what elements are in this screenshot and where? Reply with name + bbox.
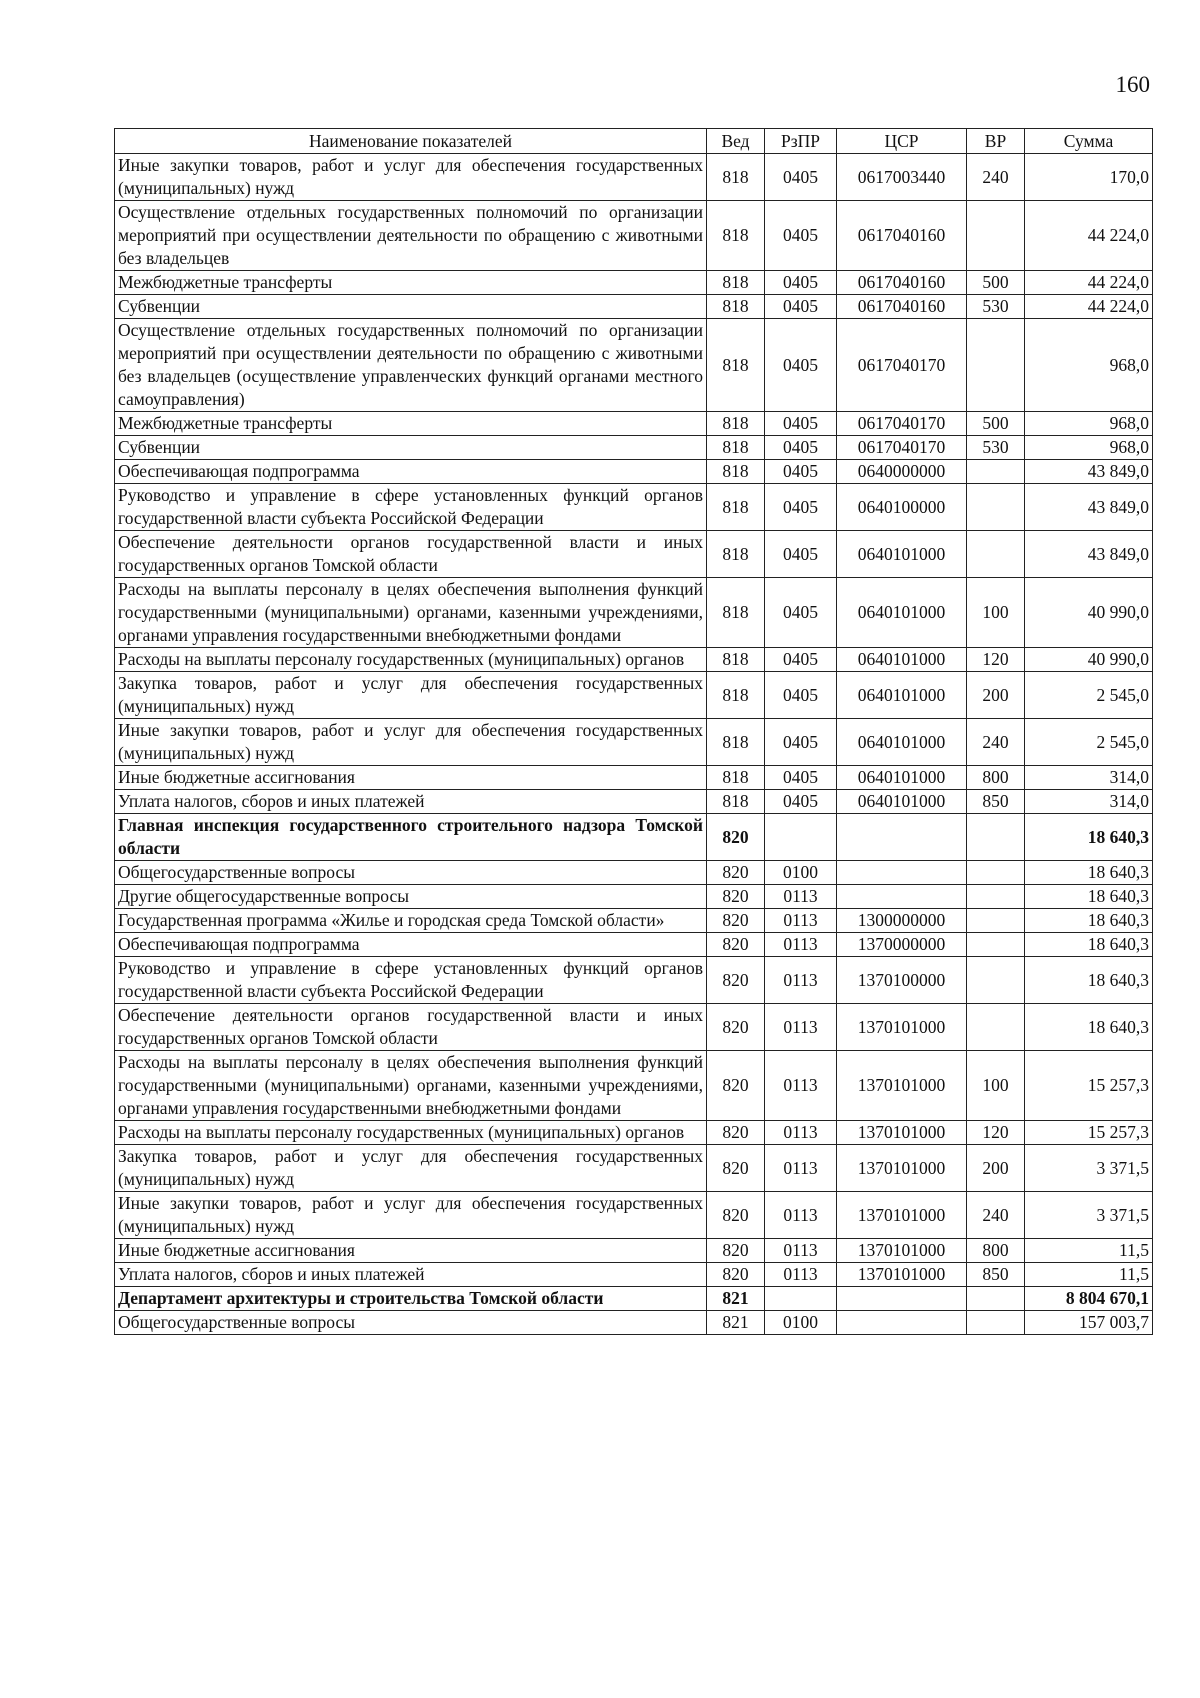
cell-rzpr: 0113 bbox=[765, 1121, 837, 1145]
cell-rzpr: 0405 bbox=[765, 719, 837, 766]
table-row bbox=[115, 201, 1153, 271]
cell-rzpr: 0405 bbox=[765, 648, 837, 672]
cell-csr: 0640101000 bbox=[837, 531, 967, 578]
table-row bbox=[115, 766, 1153, 790]
cell-sum: 968,0 bbox=[1025, 436, 1153, 460]
header-name: Наименование показателей bbox=[115, 129, 707, 154]
cell-vr bbox=[967, 1004, 1025, 1051]
table-row bbox=[115, 1004, 1153, 1051]
cell-csr: 0640100000 bbox=[837, 484, 967, 531]
cell-name: Уплата налогов, сборов и иных платежей bbox=[115, 1263, 707, 1287]
cell-ved: 820 bbox=[707, 1192, 765, 1239]
cell-csr: 0640101000 bbox=[837, 766, 967, 790]
cell-sum: 44 224,0 bbox=[1025, 295, 1153, 319]
table-row bbox=[115, 460, 1153, 484]
cell-ved: 818 bbox=[707, 672, 765, 719]
cell-vr bbox=[967, 933, 1025, 957]
cell-ved: 820 bbox=[707, 1051, 765, 1121]
cell-vr: 240 bbox=[967, 154, 1025, 201]
cell-name: Осуществление отдельных государственных полномочий по организации мероприятий при осуществлении деятельности по обращению с животными без владельцев bbox=[115, 201, 707, 271]
cell-sum: 3 371,5 bbox=[1025, 1192, 1153, 1239]
table-row bbox=[115, 319, 1153, 412]
cell-vr: 800 bbox=[967, 1239, 1025, 1263]
budget-table bbox=[114, 128, 1153, 1335]
cell-csr: 0640101000 bbox=[837, 578, 967, 648]
cell-ved: 821 bbox=[707, 1287, 765, 1311]
cell-csr: 1370101000 bbox=[837, 1004, 967, 1051]
cell-csr bbox=[837, 814, 967, 861]
table-row bbox=[115, 1192, 1153, 1239]
cell-vr bbox=[967, 861, 1025, 885]
cell-name: Обеспечивающая подпрограмма bbox=[115, 933, 707, 957]
table-row bbox=[115, 885, 1153, 909]
cell-sum: 968,0 bbox=[1025, 319, 1153, 412]
table-row bbox=[115, 648, 1153, 672]
cell-csr: 1370100000 bbox=[837, 957, 967, 1004]
cell-name: Руководство и управление в сфере установленных функций органов государственной власти субъекта Российской Федерации bbox=[115, 484, 707, 531]
cell-csr: 0617040170 bbox=[837, 436, 967, 460]
table-body bbox=[115, 154, 1153, 1335]
cell-name: Главная инспекция государственного строительного надзора Томской области bbox=[115, 814, 707, 861]
cell-ved: 820 bbox=[707, 957, 765, 1004]
cell-name: Субвенции bbox=[115, 295, 707, 319]
cell-csr: 0640101000 bbox=[837, 672, 967, 719]
cell-rzpr: 0405 bbox=[765, 766, 837, 790]
cell-rzpr: 0405 bbox=[765, 790, 837, 814]
table-row bbox=[115, 484, 1153, 531]
cell-ved: 818 bbox=[707, 412, 765, 436]
cell-rzpr: 0405 bbox=[765, 484, 837, 531]
table-row bbox=[115, 578, 1153, 648]
cell-vr bbox=[967, 957, 1025, 1004]
cell-rzpr: 0405 bbox=[765, 201, 837, 271]
cell-rzpr: 0113 bbox=[765, 1192, 837, 1239]
cell-name: Государственная программа «Жилье и городская среда Томской области» bbox=[115, 909, 707, 933]
table-row bbox=[115, 672, 1153, 719]
table-header-row bbox=[115, 129, 1153, 154]
cell-sum: 11,5 bbox=[1025, 1239, 1153, 1263]
table-row bbox=[115, 861, 1153, 885]
cell-ved: 818 bbox=[707, 201, 765, 271]
cell-name: Другие общегосударственные вопросы bbox=[115, 885, 707, 909]
cell-name: Иные закупки товаров, работ и услуг для обеспечения государственных (муниципальных) нужд bbox=[115, 719, 707, 766]
cell-ved: 820 bbox=[707, 885, 765, 909]
cell-ved: 818 bbox=[707, 319, 765, 412]
cell-name: Закупка товаров, работ и услуг для обеспечения государственных (муниципальных) нужд bbox=[115, 1145, 707, 1192]
cell-ved: 818 bbox=[707, 578, 765, 648]
cell-rzpr: 0113 bbox=[765, 885, 837, 909]
cell-vr: 240 bbox=[967, 1192, 1025, 1239]
header-ved: Вед bbox=[707, 129, 765, 154]
cell-name: Расходы на выплаты персоналу государственных (муниципальных) органов bbox=[115, 648, 707, 672]
cell-csr: 1370000000 bbox=[837, 933, 967, 957]
cell-vr: 200 bbox=[967, 1145, 1025, 1192]
cell-rzpr: 0113 bbox=[765, 1051, 837, 1121]
cell-rzpr: 0100 bbox=[765, 1311, 837, 1335]
cell-vr: 500 bbox=[967, 412, 1025, 436]
cell-name: Закупка товаров, работ и услуг для обеспечения государственных (муниципальных) нужд bbox=[115, 672, 707, 719]
cell-ved: 820 bbox=[707, 1121, 765, 1145]
table-row bbox=[115, 1239, 1153, 1263]
cell-vr: 850 bbox=[967, 790, 1025, 814]
cell-vr: 120 bbox=[967, 648, 1025, 672]
table-row bbox=[115, 1287, 1153, 1311]
cell-sum: 157 003,7 bbox=[1025, 1311, 1153, 1335]
table-row bbox=[115, 933, 1153, 957]
cell-rzpr: 0113 bbox=[765, 1239, 837, 1263]
cell-rzpr: 0405 bbox=[765, 531, 837, 578]
cell-ved: 818 bbox=[707, 436, 765, 460]
cell-name: Иные бюджетные ассигнования bbox=[115, 1239, 707, 1263]
cell-vr: 500 bbox=[967, 271, 1025, 295]
header-vr: ВР bbox=[967, 129, 1025, 154]
cell-sum: 2 545,0 bbox=[1025, 672, 1153, 719]
cell-ved: 820 bbox=[707, 1239, 765, 1263]
cell-ved: 820 bbox=[707, 814, 765, 861]
cell-sum: 18 640,3 bbox=[1025, 909, 1153, 933]
cell-vr: 120 bbox=[967, 1121, 1025, 1145]
cell-vr: 530 bbox=[967, 295, 1025, 319]
cell-csr bbox=[837, 885, 967, 909]
table-row bbox=[115, 154, 1153, 201]
cell-name: Обеспечивающая подпрограмма bbox=[115, 460, 707, 484]
cell-vr: 800 bbox=[967, 766, 1025, 790]
cell-ved: 818 bbox=[707, 766, 765, 790]
cell-vr bbox=[967, 1287, 1025, 1311]
cell-csr: 0640000000 bbox=[837, 460, 967, 484]
cell-name: Иные закупки товаров, работ и услуг для обеспечения государственных (муниципальных) нужд bbox=[115, 1192, 707, 1239]
cell-rzpr: 0405 bbox=[765, 271, 837, 295]
cell-name: Обеспечение деятельности органов государственной власти и иных государственных органов Томской области bbox=[115, 531, 707, 578]
cell-ved: 820 bbox=[707, 933, 765, 957]
table-row bbox=[115, 1121, 1153, 1145]
cell-rzpr: 0405 bbox=[765, 460, 837, 484]
cell-rzpr: 0405 bbox=[765, 319, 837, 412]
cell-csr: 1370101000 bbox=[837, 1239, 967, 1263]
cell-sum: 44 224,0 bbox=[1025, 271, 1153, 295]
cell-name: Иные закупки товаров, работ и услуг для обеспечения государственных (муниципальных) нужд bbox=[115, 154, 707, 201]
cell-csr: 0640101000 bbox=[837, 790, 967, 814]
cell-csr: 0617040160 bbox=[837, 295, 967, 319]
cell-name: Осуществление отдельных государственных полномочий по организации мероприятий при осуществлении деятельности по обращению с животными без владельцев (осуществление управленческих функций органами местного самоуправления) bbox=[115, 319, 707, 412]
cell-sum: 18 640,3 bbox=[1025, 1004, 1153, 1051]
cell-sum: 18 640,3 bbox=[1025, 861, 1153, 885]
cell-csr: 1370101000 bbox=[837, 1263, 967, 1287]
cell-name: Департамент архитектуры и строительства Томской области bbox=[115, 1287, 707, 1311]
cell-ved: 820 bbox=[707, 861, 765, 885]
cell-vr bbox=[967, 885, 1025, 909]
table-row bbox=[115, 719, 1153, 766]
cell-vr: 100 bbox=[967, 578, 1025, 648]
table-row bbox=[115, 1145, 1153, 1192]
cell-ved: 818 bbox=[707, 295, 765, 319]
header-rzpr: РзПР bbox=[765, 129, 837, 154]
cell-rzpr: 0405 bbox=[765, 672, 837, 719]
cell-sum: 18 640,3 bbox=[1025, 885, 1153, 909]
cell-vr bbox=[967, 319, 1025, 412]
cell-rzpr: 0405 bbox=[765, 578, 837, 648]
header-csr: ЦСР bbox=[837, 129, 967, 154]
table-row bbox=[115, 436, 1153, 460]
cell-csr: 0617040160 bbox=[837, 201, 967, 271]
cell-vr bbox=[967, 1311, 1025, 1335]
cell-sum: 15 257,3 bbox=[1025, 1121, 1153, 1145]
cell-rzpr: 0405 bbox=[765, 436, 837, 460]
cell-sum: 43 849,0 bbox=[1025, 460, 1153, 484]
cell-csr bbox=[837, 1287, 967, 1311]
cell-ved: 818 bbox=[707, 271, 765, 295]
table-row bbox=[115, 1311, 1153, 1335]
cell-ved: 818 bbox=[707, 460, 765, 484]
cell-rzpr: 0405 bbox=[765, 412, 837, 436]
cell-sum: 18 640,3 bbox=[1025, 814, 1153, 861]
cell-sum: 40 990,0 bbox=[1025, 578, 1153, 648]
table-row bbox=[115, 412, 1153, 436]
cell-sum: 3 371,5 bbox=[1025, 1145, 1153, 1192]
cell-name: Расходы на выплаты персоналу в целях обеспечения выполнения функций государственными (муниципальными) органами, казенными учреждениями, органами управления государственными внебюджетными фондами bbox=[115, 1051, 707, 1121]
cell-rzpr: 0113 bbox=[765, 933, 837, 957]
cell-sum: 40 990,0 bbox=[1025, 648, 1153, 672]
table-row bbox=[115, 814, 1153, 861]
page-number: 160 bbox=[1115, 72, 1150, 97]
cell-vr bbox=[967, 909, 1025, 933]
cell-sum: 15 257,3 bbox=[1025, 1051, 1153, 1121]
cell-csr: 0617003440 bbox=[837, 154, 967, 201]
cell-sum: 18 640,3 bbox=[1025, 933, 1153, 957]
cell-ved: 818 bbox=[707, 790, 765, 814]
cell-csr bbox=[837, 1311, 967, 1335]
cell-rzpr: 0405 bbox=[765, 295, 837, 319]
table-row bbox=[115, 957, 1153, 1004]
cell-name: Расходы на выплаты персоналу государственных (муниципальных) органов bbox=[115, 1121, 707, 1145]
cell-csr: 0617040170 bbox=[837, 412, 967, 436]
cell-sum: 170,0 bbox=[1025, 154, 1153, 201]
cell-name: Обеспечение деятельности органов государственной власти и иных государственных органов Томской области bbox=[115, 1004, 707, 1051]
table-row bbox=[115, 531, 1153, 578]
cell-vr bbox=[967, 460, 1025, 484]
cell-rzpr: 0113 bbox=[765, 1263, 837, 1287]
cell-name: Общегосударственные вопросы bbox=[115, 861, 707, 885]
cell-sum: 43 849,0 bbox=[1025, 531, 1153, 578]
cell-csr bbox=[837, 861, 967, 885]
cell-csr: 0640101000 bbox=[837, 648, 967, 672]
cell-ved: 818 bbox=[707, 648, 765, 672]
cell-rzpr bbox=[765, 1287, 837, 1311]
table-row bbox=[115, 1263, 1153, 1287]
cell-csr: 1300000000 bbox=[837, 909, 967, 933]
cell-ved: 818 bbox=[707, 484, 765, 531]
cell-name: Расходы на выплаты персоналу в целях обеспечения выполнения функций государственными (муниципальными) органами, казенными учреждениями, органами управления государственными внебюджетными фондами bbox=[115, 578, 707, 648]
cell-vr bbox=[967, 814, 1025, 861]
cell-name: Межбюджетные трансферты bbox=[115, 412, 707, 436]
table-row bbox=[115, 1051, 1153, 1121]
cell-sum: 314,0 bbox=[1025, 790, 1153, 814]
cell-vr: 100 bbox=[967, 1051, 1025, 1121]
cell-ved: 818 bbox=[707, 154, 765, 201]
cell-name: Субвенции bbox=[115, 436, 707, 460]
cell-vr bbox=[967, 484, 1025, 531]
cell-rzpr: 0113 bbox=[765, 957, 837, 1004]
table-row bbox=[115, 295, 1153, 319]
cell-vr bbox=[967, 531, 1025, 578]
cell-vr: 200 bbox=[967, 672, 1025, 719]
cell-name: Общегосударственные вопросы bbox=[115, 1311, 707, 1335]
cell-sum: 2 545,0 bbox=[1025, 719, 1153, 766]
table-row bbox=[115, 909, 1153, 933]
cell-vr: 240 bbox=[967, 719, 1025, 766]
cell-sum: 43 849,0 bbox=[1025, 484, 1153, 531]
cell-rzpr: 0405 bbox=[765, 154, 837, 201]
table-row bbox=[115, 790, 1153, 814]
cell-sum: 44 224,0 bbox=[1025, 201, 1153, 271]
cell-name: Иные бюджетные ассигнования bbox=[115, 766, 707, 790]
cell-sum: 11,5 bbox=[1025, 1263, 1153, 1287]
cell-csr: 1370101000 bbox=[837, 1192, 967, 1239]
cell-sum: 314,0 bbox=[1025, 766, 1153, 790]
cell-rzpr: 0113 bbox=[765, 1145, 837, 1192]
cell-sum: 18 640,3 bbox=[1025, 957, 1153, 1004]
cell-vr: 850 bbox=[967, 1263, 1025, 1287]
cell-sum: 8 804 670,1 bbox=[1025, 1287, 1153, 1311]
cell-name: Межбюджетные трансферты bbox=[115, 271, 707, 295]
table-row bbox=[115, 271, 1153, 295]
cell-rzpr: 0100 bbox=[765, 861, 837, 885]
cell-ved: 818 bbox=[707, 719, 765, 766]
cell-ved: 820 bbox=[707, 1263, 765, 1287]
cell-csr: 0617040170 bbox=[837, 319, 967, 412]
cell-ved: 820 bbox=[707, 909, 765, 933]
cell-csr: 1370101000 bbox=[837, 1121, 967, 1145]
cell-rzpr: 0113 bbox=[765, 1004, 837, 1051]
cell-name: Уплата налогов, сборов и иных платежей bbox=[115, 790, 707, 814]
header-sum: Сумма bbox=[1025, 129, 1153, 154]
cell-csr: 0617040160 bbox=[837, 271, 967, 295]
cell-sum: 968,0 bbox=[1025, 412, 1153, 436]
cell-ved: 820 bbox=[707, 1004, 765, 1051]
cell-csr: 0640101000 bbox=[837, 719, 967, 766]
cell-csr: 1370101000 bbox=[837, 1051, 967, 1121]
cell-ved: 821 bbox=[707, 1311, 765, 1335]
cell-ved: 820 bbox=[707, 1145, 765, 1192]
cell-rzpr bbox=[765, 814, 837, 861]
cell-vr: 530 bbox=[967, 436, 1025, 460]
cell-rzpr: 0113 bbox=[765, 909, 837, 933]
cell-name: Руководство и управление в сфере установленных функций органов государственной власти субъекта Российской Федерации bbox=[115, 957, 707, 1004]
cell-vr bbox=[967, 201, 1025, 271]
cell-ved: 818 bbox=[707, 531, 765, 578]
cell-csr: 1370101000 bbox=[837, 1145, 967, 1192]
